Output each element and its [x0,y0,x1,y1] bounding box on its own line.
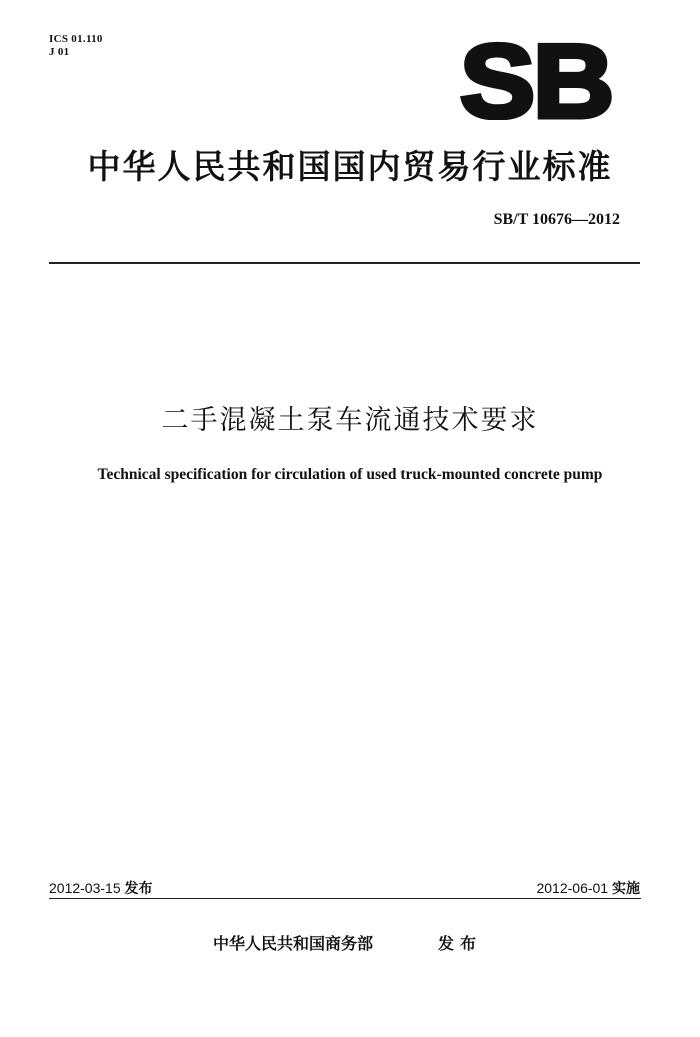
sb-logo-text: SB [460,40,612,120]
sb-logo [459,40,614,120]
standard-number: SB/T 10676—2012 [493,211,620,228]
header-divider [49,262,640,264]
ics-code: ICS 01.110 [49,33,103,45]
standard-category-title: 中华人民共和国国内贸易行业标准 [87,147,613,186]
implementation-date-line [536,878,640,898]
document-title-cn: 二手混凝土泵车流通技术要求 [161,405,539,436]
issue-date-line [49,878,153,898]
publisher: 中华人民共和国商务部 [213,934,374,953]
issue-label: 发布 [124,880,153,896]
implementation-date: 2012-06-01 [536,880,609,896]
publish-label: 发布 [438,934,483,953]
issue-date: 2012-03-15 [49,880,121,896]
document-title-en: Technical specification for circulation of used truck-mounted concrete pump [97,466,603,483]
footer-divider [49,898,641,899]
classification-codes [49,33,103,59]
classification-code: J 01 [49,46,70,58]
implementation-label: 实施 [612,880,640,896]
